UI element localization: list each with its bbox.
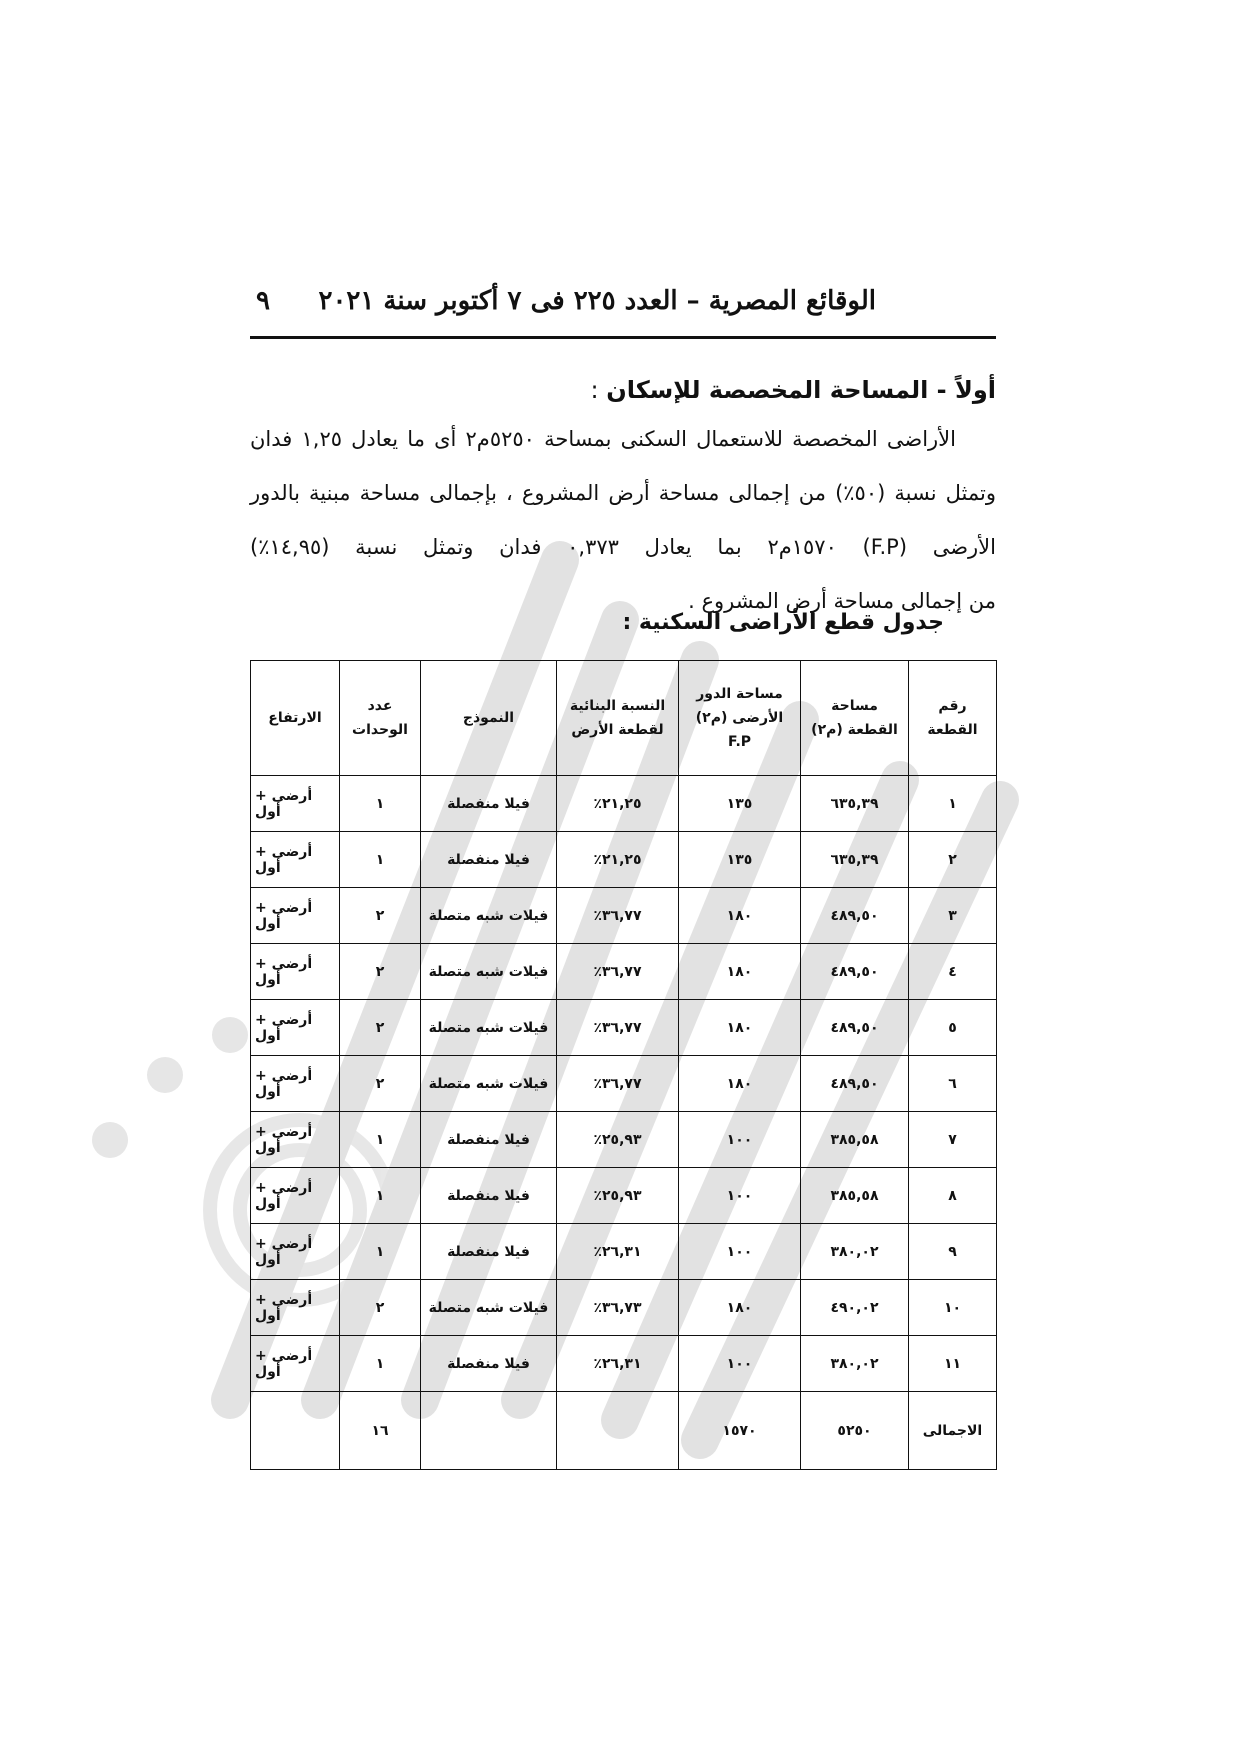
cell-model: فيلا منفصلة [421, 1168, 557, 1224]
cell-units: ١ [340, 1168, 421, 1224]
cell-ratio: ٢٥,٩٣٪ [557, 1168, 679, 1224]
cell-ground-area: ١٨٠ [679, 944, 801, 1000]
cell-plot-no: ٦ [909, 1056, 997, 1112]
cell-height: أرضى + أول [251, 1224, 340, 1280]
cell-ratio: ٣٦,٧٧٪ [557, 1056, 679, 1112]
total-label: الاجمالى [909, 1392, 997, 1470]
cell-model: فيلات شبه متصلة [421, 944, 557, 1000]
section-paragraph [250, 412, 996, 628]
cell-ground-area: ١٠٠ [679, 1168, 801, 1224]
cell-plot-area: ٣٨٠,٠٢ [801, 1224, 909, 1280]
cell-model: فيلا منفصلة [421, 832, 557, 888]
total-plot-area: ٥٢٥٠ [801, 1392, 909, 1470]
table-row [251, 1056, 997, 1112]
cell-units: ١ [340, 1112, 421, 1168]
table-caption: جدول قطع الأراضى السكنية : [622, 610, 944, 635]
cell-ground-area: ١٣٥ [679, 832, 801, 888]
cell-model: فيلا منفصلة [421, 776, 557, 832]
header-height: الارتفاع [251, 661, 340, 776]
cell-height: أرضى + أول [251, 1112, 340, 1168]
cell-units: ٢ [340, 944, 421, 1000]
cell-ratio: ٣٦,٧٧٪ [557, 888, 679, 944]
cell-height: أرضى + أول [251, 944, 340, 1000]
cell-units: ١ [340, 776, 421, 832]
cell-plot-no: ١١ [909, 1336, 997, 1392]
cell-plot-no: ٩ [909, 1224, 997, 1280]
table-row [251, 1168, 997, 1224]
cell-height: أرضى + أول [251, 776, 340, 832]
table-total-row [251, 1392, 997, 1470]
section-heading-suffix: : [590, 376, 607, 404]
total-units: ١٦ [340, 1392, 421, 1470]
header-ground-area: مساحة الدور الأرضى (م٢) F.P [679, 661, 801, 776]
residential-plots-table [250, 660, 997, 1470]
cell-units: ١ [340, 1336, 421, 1392]
cell-plot-no: ٨ [909, 1168, 997, 1224]
cell-units: ٢ [340, 1056, 421, 1112]
paragraph-line: الأراضى المخصصة للاستعمال السكنى بمساحة ٥٢٥٠م٢ أى ما يعادل ١,٢٥ فدان [250, 427, 956, 451]
cell-plot-area: ٤٨٩,٥٠ [801, 1056, 909, 1112]
cell-plot-no: ٥ [909, 1000, 997, 1056]
cell-height: أرضى + أول [251, 1280, 340, 1336]
cell-plot-no: ٢ [909, 832, 997, 888]
cell-ground-area: ١٠٠ [679, 1224, 801, 1280]
cell-ratio: ٢٦,٣١٪ [557, 1224, 679, 1280]
cell-ratio: ٢١,٢٥٪ [557, 832, 679, 888]
cell-ratio: ٣٦,٧٧٪ [557, 944, 679, 1000]
cell-plot-area: ٤٨٩,٥٠ [801, 1000, 909, 1056]
cell-plot-no: ١ [909, 776, 997, 832]
cell-units: ١ [340, 1224, 421, 1280]
cell-plot-area: ٤٨٩,٥٠ [801, 944, 909, 1000]
cell-plot-no: ٤ [909, 944, 997, 1000]
cell-ground-area: ١٨٠ [679, 1056, 801, 1112]
section-heading-text: أولاً - المساحة المخصصة للإسكان [606, 376, 996, 404]
table-row [251, 1224, 997, 1280]
header-model: النموذج [421, 661, 557, 776]
cell-model: فيلات شبه متصلة [421, 1280, 557, 1336]
cell-plot-area: ٤٩٠,٠٢ [801, 1280, 909, 1336]
paragraph-line: وتمثل نسبة (٥٠٪) من إجمالى مساحة أرض المشروع ، بإجمالى مساحة مبنية بالدور [250, 481, 996, 505]
gazette-title: الوقائع المصرية – العدد ٢٢٥ فى ٧ أكتوبر سنة ٢٠٢١ [318, 286, 876, 316]
cell-ratio: ٢٦,٣١٪ [557, 1336, 679, 1392]
cell-model: فيلا منفصلة [421, 1336, 557, 1392]
cell-plot-area: ٣٨٥,٥٨ [801, 1112, 909, 1168]
cell-model: فيلات شبه متصلة [421, 888, 557, 944]
cell-ground-area: ١٠٠ [679, 1112, 801, 1168]
cell-plot-area: ٣٨٠,٠٢ [801, 1336, 909, 1392]
cell-plot-area: ٦٣٥,٣٩ [801, 776, 909, 832]
cell-model: فيلا منفصلة [421, 1112, 557, 1168]
table-row [251, 1000, 997, 1056]
cell-plot-no: ٧ [909, 1112, 997, 1168]
cell-ratio: ٢٥,٩٣٪ [557, 1112, 679, 1168]
header-plot-no: رقم القطعة [909, 661, 997, 776]
cell-units: ٢ [340, 1000, 421, 1056]
page-header [250, 286, 996, 339]
cell-ratio: ٣٦,٧٧٪ [557, 1000, 679, 1056]
cell-units: ٢ [340, 888, 421, 944]
cell-plot-no: ١٠ [909, 1280, 997, 1336]
table-row [251, 888, 997, 944]
total-model [421, 1392, 557, 1470]
cell-model: فيلات شبه متصلة [421, 1056, 557, 1112]
cell-plot-area: ٣٨٥,٥٨ [801, 1168, 909, 1224]
cell-units: ١ [340, 832, 421, 888]
total-ground-area: ١٥٧٠ [679, 1392, 801, 1470]
cell-height: أرضى + أول [251, 1336, 340, 1392]
cell-ratio: ٢١,٢٥٪ [557, 776, 679, 832]
table-body [251, 776, 997, 1470]
header-units: عدد الوحدات [340, 661, 421, 776]
cell-units: ٢ [340, 1280, 421, 1336]
header-ratio: النسبة البنائية لقطعة الأرض [557, 661, 679, 776]
total-height [251, 1392, 340, 1470]
cell-height: أرضى + أول [251, 1056, 340, 1112]
cell-ratio: ٣٦,٧٣٪ [557, 1280, 679, 1336]
cell-plot-area: ٦٣٥,٣٩ [801, 832, 909, 888]
cell-model: فيلا منفصلة [421, 1224, 557, 1280]
cell-ground-area: ١٠٠ [679, 1336, 801, 1392]
table-header-row [251, 661, 997, 776]
cell-model: فيلات شبه متصلة [421, 1000, 557, 1056]
table-row [251, 1112, 997, 1168]
header-plot-area: مساحة القطعة (م٢) [801, 661, 909, 776]
cell-ground-area: ١٨٠ [679, 1280, 801, 1336]
paragraph-line: الأرضى (F.P) ١٥٧٠م٢ بما يعادل ٠,٣٧٣ فدان وتمثل نسبة (١٤,٩٥٪) [250, 535, 996, 559]
table-row [251, 1280, 997, 1336]
table-row [251, 1336, 997, 1392]
cell-height: أرضى + أول [251, 1000, 340, 1056]
table-row [251, 776, 997, 832]
total-ratio [557, 1392, 679, 1470]
cell-ground-area: ١٨٠ [679, 888, 801, 944]
section-heading [591, 376, 997, 404]
paragraph-line: من إجمالى مساحة أرض المشروع . [688, 589, 996, 613]
page-number: ٩ [256, 286, 270, 316]
cell-ground-area: ١٣٥ [679, 776, 801, 832]
cell-height: أرضى + أول [251, 832, 340, 888]
cell-height: أرضى + أول [251, 888, 340, 944]
cell-ground-area: ١٨٠ [679, 1000, 801, 1056]
cell-plot-area: ٤٨٩,٥٠ [801, 888, 909, 944]
cell-height: أرضى + أول [251, 1168, 340, 1224]
cell-plot-no: ٣ [909, 888, 997, 944]
table-row [251, 832, 997, 888]
table-row [251, 944, 997, 1000]
